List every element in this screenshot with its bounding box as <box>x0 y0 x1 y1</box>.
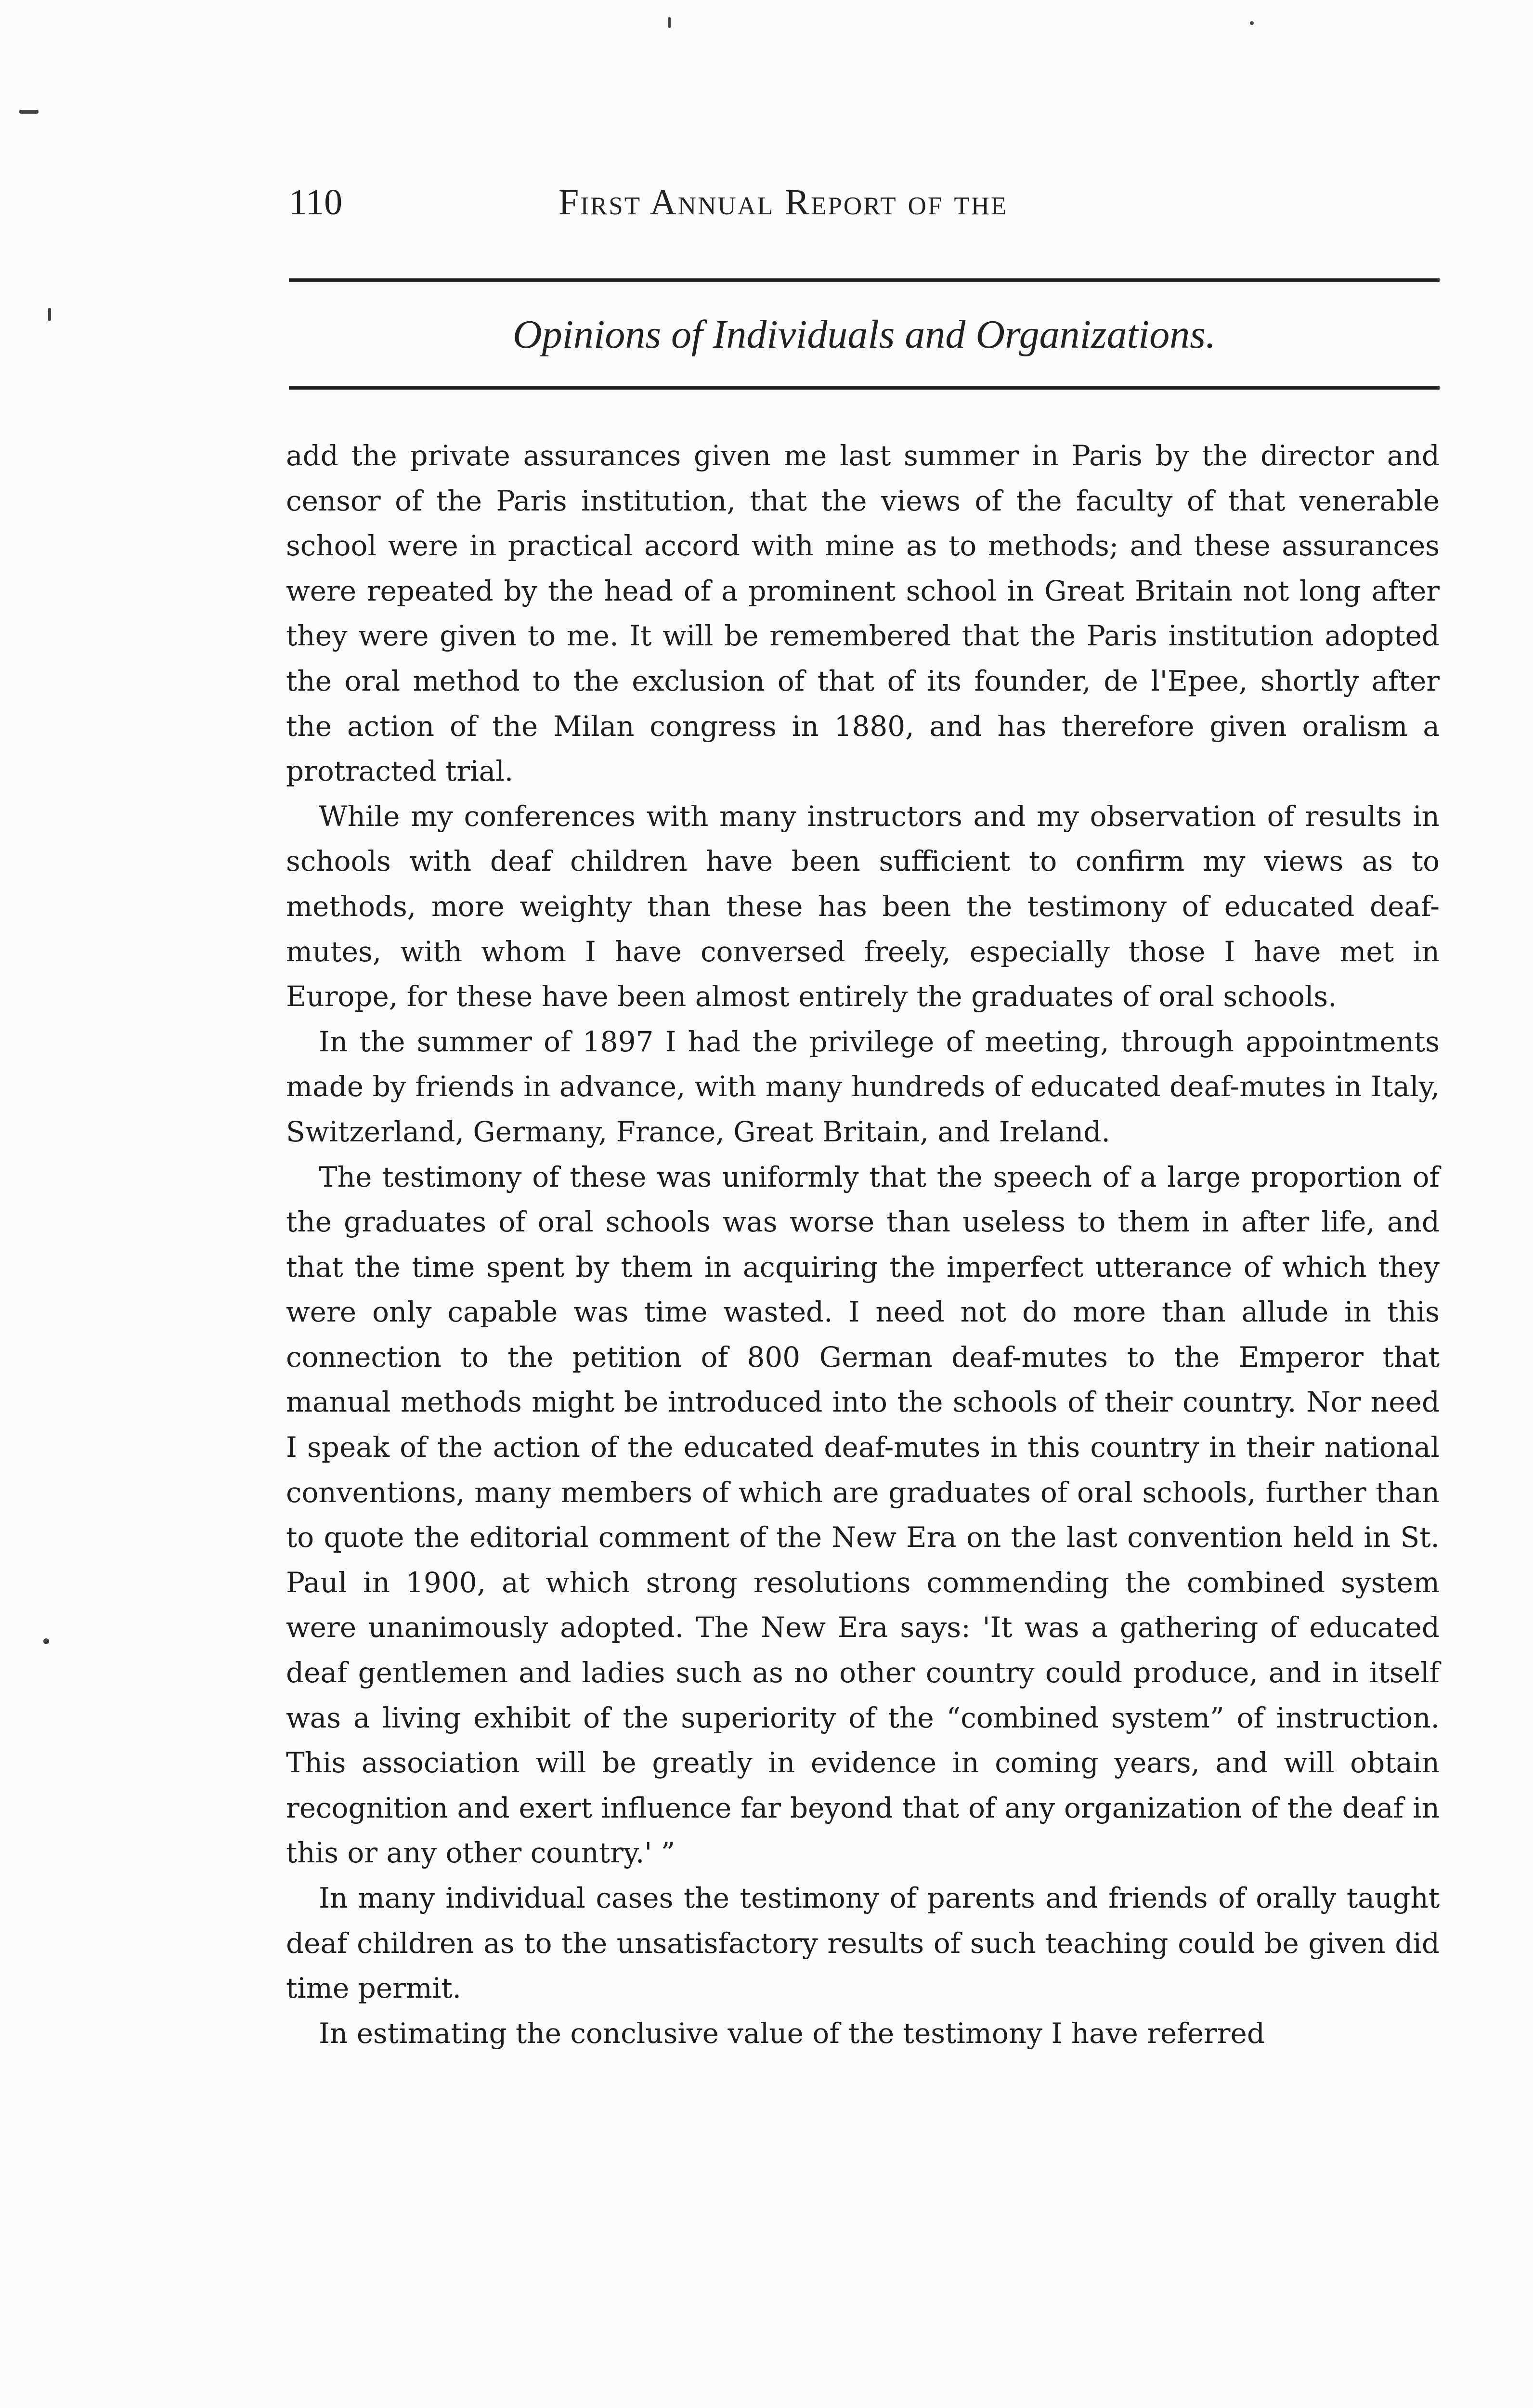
paragraph: While my conferences with many instructors and my observation of results in schools with deaf children have been sufficient to confirm my views as to methods, more weighty than these has been the testimony of educated deaf-mutes, with whom I have conversed freely, especially those I have met in Europe, for these have been almost entirely the graduates of oral schools. <box>286 799 1440 1013</box>
scan-speck <box>1250 21 1254 25</box>
running-head <box>289 173 1440 231</box>
scan-speck <box>19 110 39 114</box>
paragraph: add the private assurances given me last summer in Paris by the director and censor of the Paris institution, that the views of the faculty of that venerable school were in practical accord with mine as to methods; and these assurances were repeated by the head of a prominent school in Great Britain not long after they were given to me. It will be remembered that the Paris institution adopted the oral method to the exclusion of that of its founder, de l'Epee, shortly after the action of the Milan congress in 1880, and has therefore given oralism a protracted trial. <box>286 439 1440 788</box>
header-rule-bottom <box>289 386 1440 390</box>
scan-speck <box>668 17 671 28</box>
body-text <box>286 433 1440 2056</box>
paragraph: In estimating the conclusive value of the testimony I have referred <box>319 2016 1265 2050</box>
paragraph: The testimony of these was uniformly that the speech of a large proportion of the graduates of oral schools was worse than useless to them in after life, and that the time spent by them in acquiring the imperfect utterance of which they were only capable was time wasted. I need not do more than allude in this connection to the petition of 800 German deaf-mutes to the Emperor that manual methods might be introduced into the schools of their country. Nor need I speak of the action of the educated deaf-mutes in this country in their national conventions, many members of which are graduates of oral schools, further than to quote the editorial comment of the New Era on the last convention held in St. Paul in 1900, at which strong resolutions commending the combined system were unanimously adopted. The New Era says: 'It was a gathering of educated deaf gentlemen and ladies such as no other country could produce, and in itself was a living exhibit of the superiority of the “combined system” of instruction. This association will be greatly in evidence in coming years, and will obtain recognition and exert influence far beyond that of any organization of the deaf in this or any other country.' ” <box>286 1160 1440 1870</box>
scan-speck <box>43 1638 49 1644</box>
section-heading: Opinions of Individuals and Organizations. <box>513 312 1216 357</box>
scan-speck <box>48 308 51 321</box>
page-number: 110 <box>289 182 343 222</box>
paragraph: In many individual cases the testimony of parents and friends of orally taught deaf children as to the unsatisfactory results of such teaching could be given did time permit. <box>286 1882 1440 2005</box>
header-rule-top <box>289 278 1440 282</box>
report-title: First Annual Report of the <box>559 182 1008 222</box>
paragraph: In the summer of 1897 I had the privilege of meeting, through appointments made by friends in advance, with many hundreds of educated deaf-mutes in Italy, Switzerland, Germany, France, Great Britain, and Ireland. <box>286 1025 1440 1148</box>
